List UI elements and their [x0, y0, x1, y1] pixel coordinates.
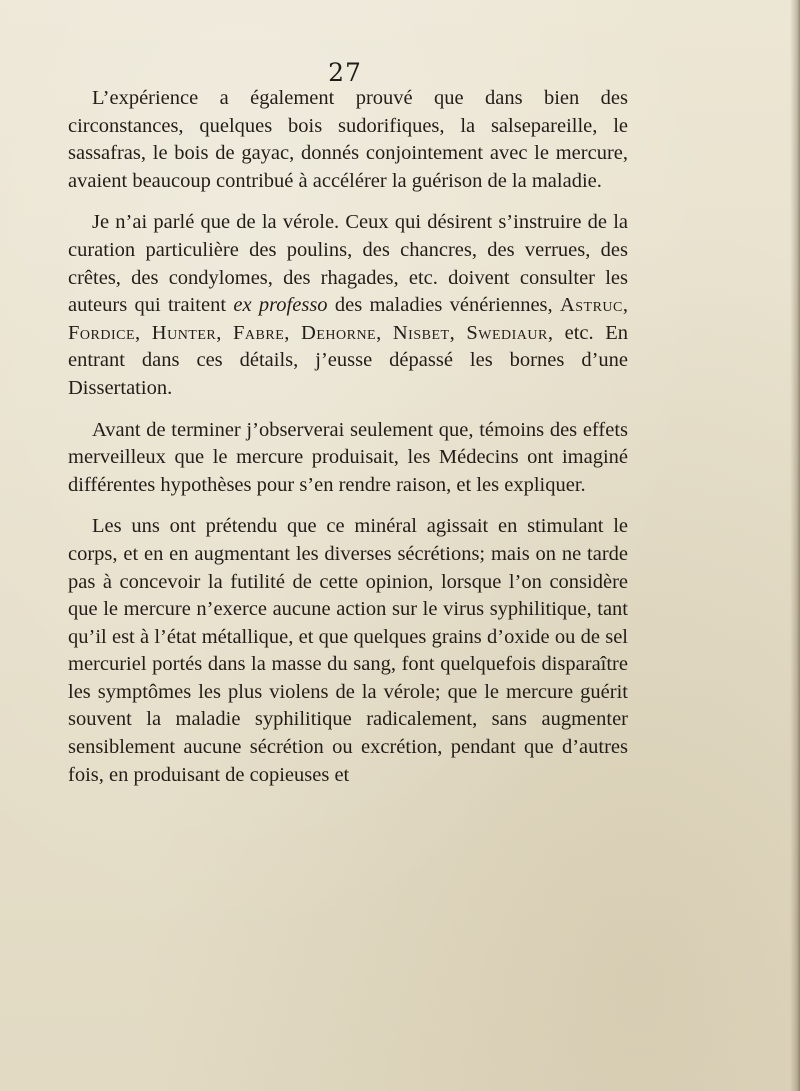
author-separator: , [284, 321, 302, 344]
paragraph-2-text-b: des maladies vénériennes, [327, 294, 560, 317]
author-hunter: Hunter [151, 321, 217, 344]
author-fordice: Fordice [68, 321, 136, 344]
author-fabre: Fabre [233, 321, 285, 344]
body-text [68, 85, 628, 789]
author-separator: , [376, 321, 393, 344]
paragraph-2-text-a: Je n’ai parlé que de la vérole. Ceux qui désirent s’instruire de la curation particulière des poulins, des chancres, des verrues, des crêtes, des condylomes, des rhagades, etc. doivent consulter les auteurs qui traitent [68, 211, 628, 317]
author-separator: , [622, 294, 629, 317]
author-separator: , [135, 321, 152, 344]
paragraph-3: Avant de terminer j’observerai seulement que, témoins des effets merveilleux que le mercure produisait, les Médecins ont imaginé différentes hypothèses pour s’en rendre raison, et les expliquer. [68, 418, 628, 496]
author-astruc: Astruc [559, 294, 623, 317]
author-separator: , [449, 321, 467, 344]
author-swediaur: Swediaur [466, 321, 548, 344]
author-separator: , [216, 321, 234, 344]
paragraph-1: L’expérience a également prouvé que dans bien des circonstances, quelques bois sudorifiques, la salsepareille, le sassafras, le bois de gayac, donnés conjointement avec le mercure, avaient beaucoup contribué à accélérer la guérison de la maladie. [68, 87, 628, 192]
paragraph-2 [68, 209, 628, 402]
paragraph-2-text-c: , etc. En entrant dans ces détails, j’eusse dépassé les bornes d’une Dissertation. [68, 321, 629, 399]
paragraph-2-italic: ex professo [233, 294, 328, 317]
author-dehorne: Dehorne [301, 321, 377, 344]
paragraph-4: Les uns ont prétendu que ce minéral agissait en stimulant le corps, et en en augmentant les diverses sécrétions; mais on ne tarde pas à concevoir la futilité de cette opinion, lorsque l’on considère que le mercure n’exerce aucune action sur le virus syphilitique, tant qu’il est à l’état métallique, et que quelques grains d’oxide ou de sel mercuriel portés dans la masse du sang, font quelquefois disparaître les symptômes les plus violens de la vérole; que le mercure guérit souvent la maladie syphilitique radicalement, sans augmenter sensiblement aucune sécrétion ou excrétion, pendant que d’autres fois, en produisant de copieuses et [68, 515, 628, 786]
author-nisbet: Nisbet [392, 321, 450, 344]
page-edge-shadow [790, 0, 800, 1091]
page-number: 27 [328, 58, 362, 87]
